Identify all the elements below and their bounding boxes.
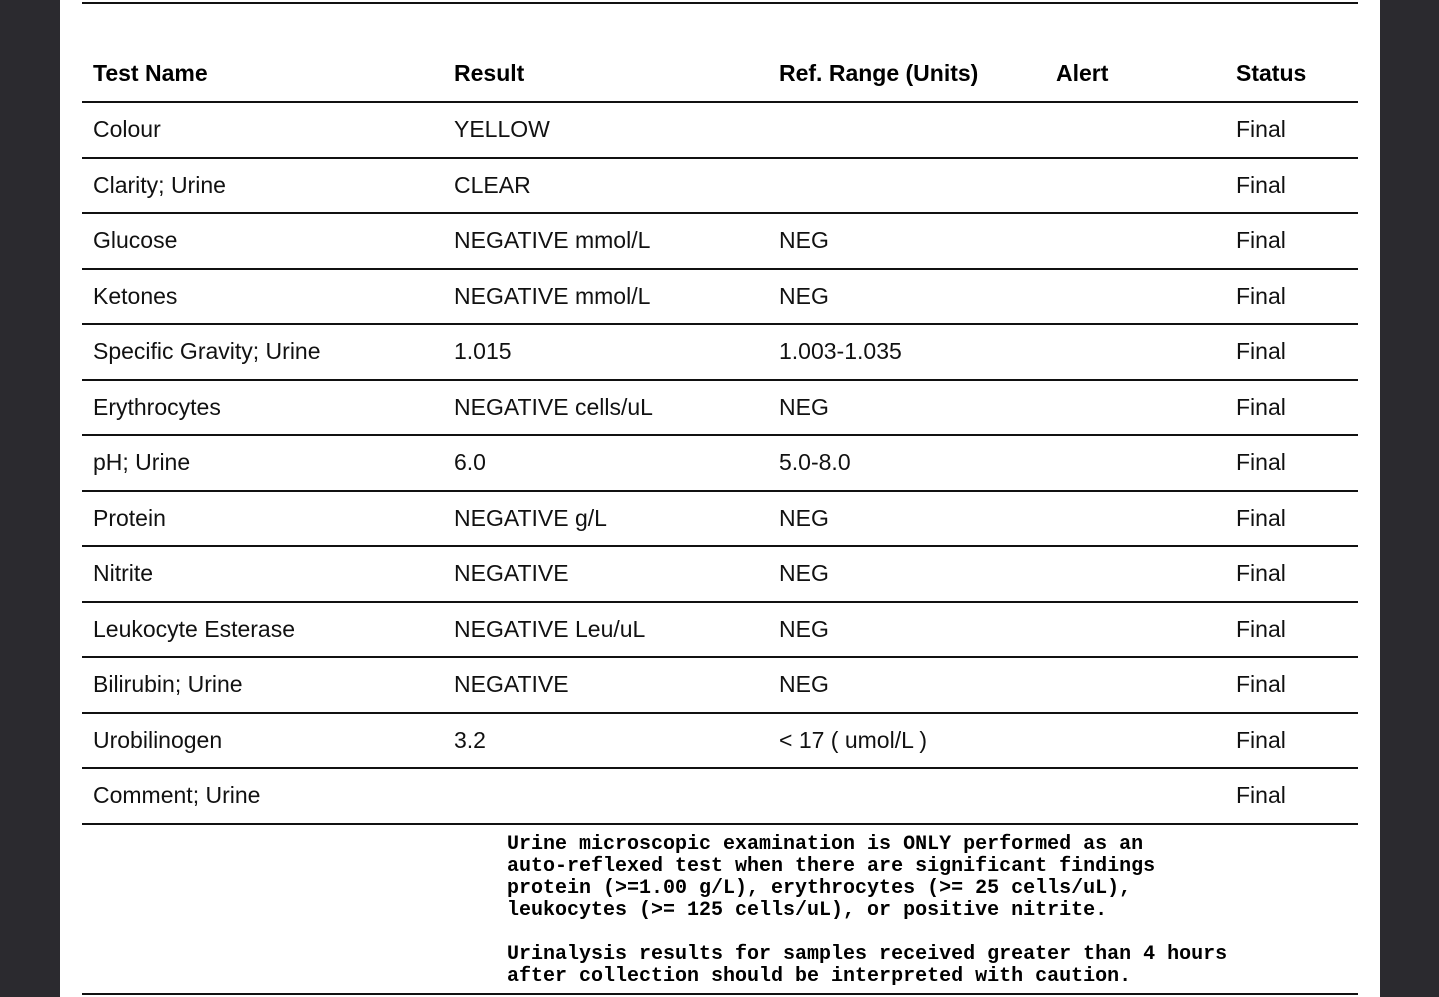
cell-result: 3.2	[454, 726, 486, 753]
cell-result: NEGATIVE g/L	[454, 504, 607, 531]
table-row	[82, 270, 1358, 326]
cell-result: NEGATIVE mmol/L	[454, 282, 651, 309]
top-divider	[82, 2, 1358, 4]
cell-result: NEGATIVE Leu/uL	[454, 615, 646, 642]
table-row	[82, 214, 1358, 270]
cell-ref-range: NEG	[779, 615, 829, 642]
cell-result: 1.015	[454, 338, 512, 364]
cell-ref-range: 5.0-8.0	[779, 449, 851, 475]
cell-result: NEGATIVE mmol/L	[454, 227, 651, 253]
cell-test-name: Specific Gravity; Urine	[93, 338, 321, 364]
cell-status: Final	[1236, 671, 1286, 697]
table-row	[82, 603, 1358, 659]
cell-result: NEGATIVE	[454, 671, 569, 697]
cell-status: Final	[1236, 393, 1286, 420]
table-row	[82, 436, 1358, 492]
header-alert: Alert	[1056, 60, 1109, 86]
header-status: Status	[1236, 60, 1307, 86]
cell-status: Final	[1236, 227, 1286, 253]
cell-test-name: Nitrite	[93, 560, 154, 586]
cell-result: NEGATIVE	[454, 560, 569, 586]
table-row	[82, 658, 1358, 714]
cell-test-name: Glucose	[93, 227, 178, 253]
table-row	[82, 325, 1358, 381]
report-page	[60, 0, 1380, 997]
cell-ref-range: NEG	[779, 282, 829, 309]
header-ref-range: Ref. Range (Units)	[779, 60, 979, 86]
cell-ref-range: < 17 ( umol/L )	[779, 726, 928, 753]
cell-result: CLEAR	[454, 171, 531, 198]
cell-test-name: Colour	[93, 116, 161, 142]
header-test-name: Test Name	[93, 60, 208, 86]
cell-status: Final	[1236, 116, 1286, 142]
cell-test-name: Urobilinogen	[93, 726, 223, 753]
cell-status: Final	[1236, 449, 1286, 475]
cell-test-name: Bilirubin; Urine	[93, 671, 243, 697]
cell-status: Final	[1236, 338, 1286, 364]
urine-comment-text: Urine microscopic examination is ONLY performed as an auto-reflexed test when there are significant findings protein (>=1.00 g/L), erythrocytes (>= 25 cells/uL), leukocytes (>= 125 cells/uL), or positive nitrite. Urinalysis results for samples received greater than 4 hours after collection should be interpreted with caution.	[507, 833, 1228, 988]
cell-status: Final	[1236, 282, 1286, 309]
cell-ref-range: NEG	[779, 504, 829, 531]
cell-status: Final	[1236, 504, 1286, 531]
cell-test-name: Erythrocytes	[93, 393, 221, 420]
cell-status: Final	[1236, 560, 1286, 586]
cell-status: Final	[1236, 782, 1286, 808]
results-table-body	[82, 103, 1358, 825]
table-row	[82, 492, 1358, 548]
cell-ref-range: NEG	[779, 393, 829, 420]
table-row	[82, 769, 1358, 825]
cell-status: Final	[1236, 171, 1286, 198]
cell-test-name: Comment; Urine	[93, 782, 261, 808]
cell-ref-range: NEG	[779, 227, 829, 253]
cell-ref-range: NEG	[779, 560, 829, 586]
cell-test-name: Protein	[93, 504, 166, 531]
cell-ref-range: 1.003-1.035	[779, 338, 902, 364]
cell-test-name: Ketones	[93, 282, 178, 309]
cell-status: Final	[1236, 615, 1286, 642]
cell-ref-range: NEG	[779, 671, 829, 697]
cell-result: NEGATIVE cells/uL	[454, 393, 653, 420]
table-row	[82, 159, 1358, 215]
cell-status: Final	[1236, 726, 1286, 753]
table-row	[82, 103, 1358, 159]
table-header	[82, 46, 1358, 103]
cell-test-name: Leukocyte Esterase	[93, 615, 296, 642]
header-result: Result	[454, 60, 525, 86]
table-row	[82, 714, 1358, 770]
table-row	[82, 547, 1358, 603]
cell-test-name: pH; Urine	[93, 449, 191, 475]
cell-result: 6.0	[454, 449, 486, 475]
cell-result: YELLOW	[454, 116, 550, 142]
cell-test-name: Clarity; Urine	[93, 171, 226, 198]
table-row	[82, 381, 1358, 437]
bottom-divider	[82, 993, 1358, 995]
